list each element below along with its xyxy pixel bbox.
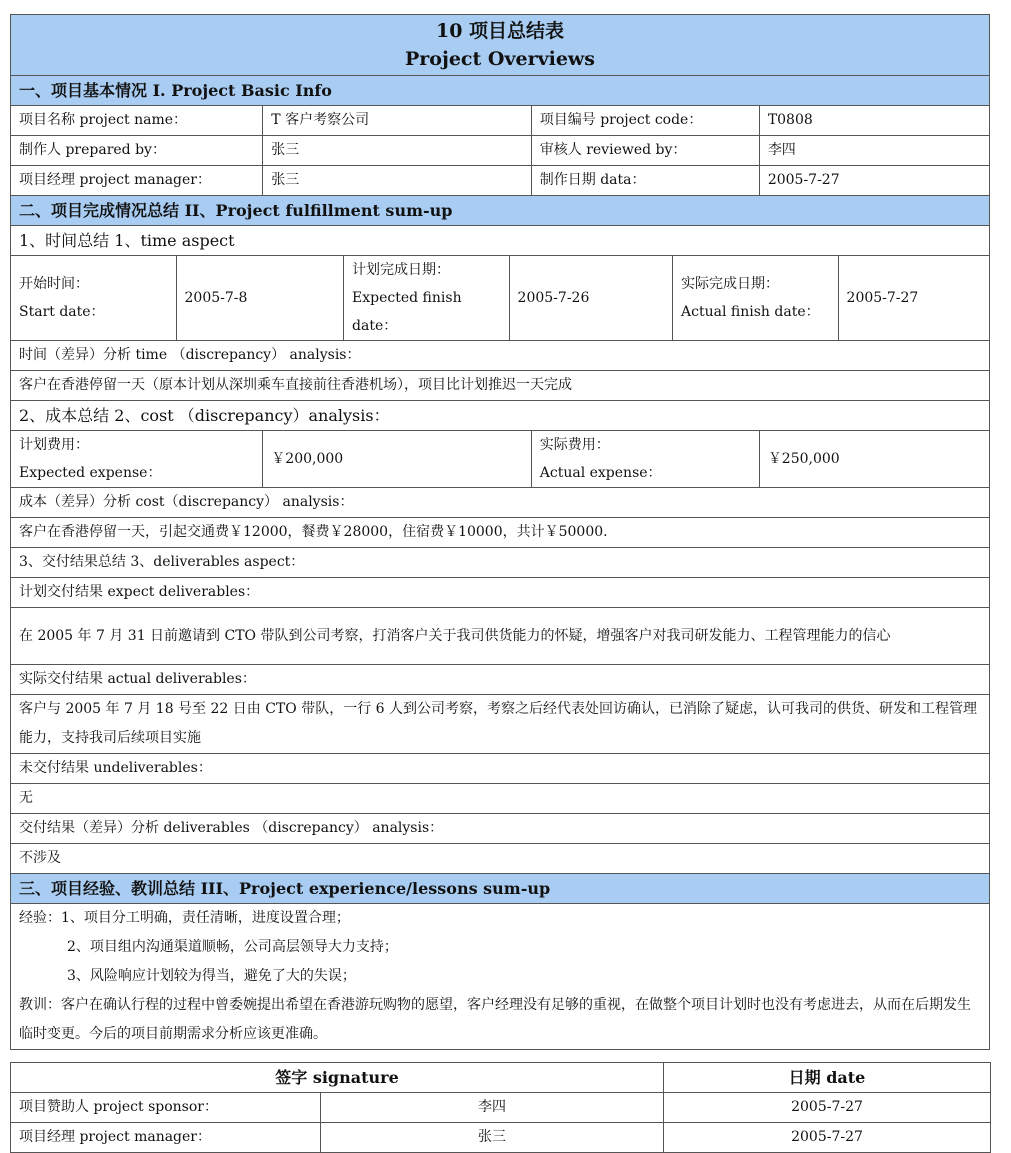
project-name-label: 项目名称 project name： [11, 106, 263, 136]
start-date-label-en: Start date： [19, 304, 105, 320]
reviewed-by-value: 李四 [759, 136, 989, 166]
deliverables-analysis-text: 不涉及 [11, 844, 990, 874]
manager-role: 项目经理 project manager： [11, 1123, 321, 1153]
form-title-cn: 10 项目总结表 [435, 20, 565, 42]
expected-finish-label-cn: 计划完成日期： [352, 262, 451, 278]
actual-finish-label-en: Actual finish date： [681, 304, 820, 320]
experience-item-3: 3、风险响应计划较为得当，避免了大的失误； [67, 968, 356, 984]
manager-name: 张三 [321, 1123, 664, 1153]
signature-row [11, 1123, 991, 1153]
project-code-label: 项目编号 project code： [531, 106, 759, 136]
actual-deliverables-text: 客户与 2005 年 7 月 18 号至 22 日由 CTO 带队，一行 6 人到公司考察，考察之后经代表处回访确认，已消除了疑虑，认可我司的供货、研发和工程管理能力，支持我司后续项目实施 [11, 695, 990, 754]
expected-deliverables-label: 计划交付结果 expect deliverables： [11, 578, 990, 608]
section1-heading: 一、项目基本情况 I. Project Basic Info [11, 76, 990, 106]
expected-expense-value: ￥200,000 [263, 431, 531, 488]
actual-finish-label-cn: 实际完成日期： [681, 276, 780, 292]
project-manager-label: 项目经理 project manager： [11, 166, 263, 196]
deliverables-heading: 3、交付结果总结 3、deliverables aspect： [11, 548, 990, 578]
cost-analysis-text: 客户在香港停留一天，引起交通费￥12000，餐费￥28000，住宿费￥10000，共计￥50000. [11, 518, 990, 548]
actual-finish-value: 2005-7-27 [838, 256, 989, 341]
signature-row [11, 1093, 991, 1123]
form-title-en: Project Overviews [405, 48, 595, 70]
expected-expense-label-cn: 计划费用： [19, 437, 89, 453]
basic-info-row [11, 106, 990, 136]
time-analysis-label: 时间（差异）分析 time （discrepancy） analysis： [11, 341, 990, 371]
made-date-label: 制作日期 data： [531, 166, 759, 196]
sponsor-date: 2005-7-27 [664, 1093, 991, 1123]
reviewed-by-label: 审核人 reviewed by： [531, 136, 759, 166]
cost-row [11, 431, 990, 488]
section3-heading: 三、项目经验、教训总结 III、Project experience/lessons sum-up [11, 874, 990, 904]
cost-aspect-heading: 2、成本总结 2、cost （discrepancy）analysis： [11, 401, 990, 431]
start-date-label [11, 256, 177, 341]
cost-analysis-label: 成本（差异）分析 cost（discrepancy） analysis： [11, 488, 990, 518]
actual-expense-value: ￥250,000 [759, 431, 989, 488]
project-manager-value: 张三 [263, 166, 531, 196]
start-date-value: 2005-7-8 [176, 256, 344, 341]
undeliverables-label: 未交付结果 undeliverables： [11, 754, 990, 784]
expected-deliverables-text: 在 2005 年 7 月 31 日前邀请到 CTO 带队到公司考察，打消客户关于我司供货能力的怀疑，增强客户对我司研发能力、工程管理能力的信心 [11, 608, 990, 665]
actual-expense-label-en: Actual expense： [539, 465, 662, 481]
time-dates-row [11, 256, 990, 341]
actual-deliverables-label: 实际交付结果 actual deliverables： [11, 665, 990, 695]
time-aspect-heading: 1、时间总结 1、time aspect [11, 226, 990, 256]
main-table [10, 14, 990, 1050]
deliverables-analysis-label: 交付结果（差异）分析 deliverables （discrepancy） analysis： [11, 814, 990, 844]
start-date-label-cn: 开始时间： [19, 276, 89, 292]
date-header: 日期 date [664, 1063, 991, 1093]
section2-heading: 二、项目完成情况总结 II、Project fulfillment sum-up [11, 196, 990, 226]
expected-finish-label [344, 256, 510, 341]
lessons-text: 教训：客户在确认行程的过程中曾委婉提出希望在香港游玩购物的愿望，客户经理没有足够的重视，在做整个项目计划时也没有考虑进去，从而在后期发生临时变更。今后的项目前期需求分析应该更准确。 [19, 997, 971, 1042]
prepared-by-label: 制作人 prepared by： [11, 136, 263, 166]
project-summary-form [10, 14, 990, 1153]
undeliverables-text: 无 [11, 784, 990, 814]
experience-item-1: 经验：1、项目分工明确，责任清晰，进度设置合理； [19, 910, 350, 926]
actual-expense-label-cn: 实际费用： [539, 437, 610, 453]
prepared-by-value: 张三 [263, 136, 531, 166]
project-name-value: T 客户考察公司 [263, 106, 531, 136]
form-title [11, 15, 990, 76]
expected-expense-label [11, 431, 263, 488]
sponsor-role: 项目赞助人 project sponsor： [11, 1093, 321, 1123]
expected-finish-label-en: Expected finish date： [352, 290, 462, 334]
manager-date: 2005-7-27 [664, 1123, 991, 1153]
expected-finish-value: 2005-7-26 [509, 256, 672, 341]
basic-info-row [11, 166, 990, 196]
actual-finish-label [673, 256, 839, 341]
experience-lessons-block [11, 904, 990, 1050]
basic-info-row [11, 136, 990, 166]
signature-header: 签字 signature [11, 1063, 664, 1093]
actual-expense-label [531, 431, 759, 488]
project-code-value: T0808 [759, 106, 989, 136]
signature-table [10, 1062, 991, 1153]
made-date-value: 2005-7-27 [759, 166, 989, 196]
expected-expense-label-en: Expected expense： [19, 465, 162, 481]
sponsor-name: 李四 [321, 1093, 664, 1123]
experience-item-2: 2、项目组内沟通渠道顺畅，公司高层领导大力支持； [67, 939, 398, 955]
time-analysis-text: 客户在香港停留一天（原本计划从深圳乘车直接前往香港机场），项目比计划推迟一天完成 [11, 371, 990, 401]
